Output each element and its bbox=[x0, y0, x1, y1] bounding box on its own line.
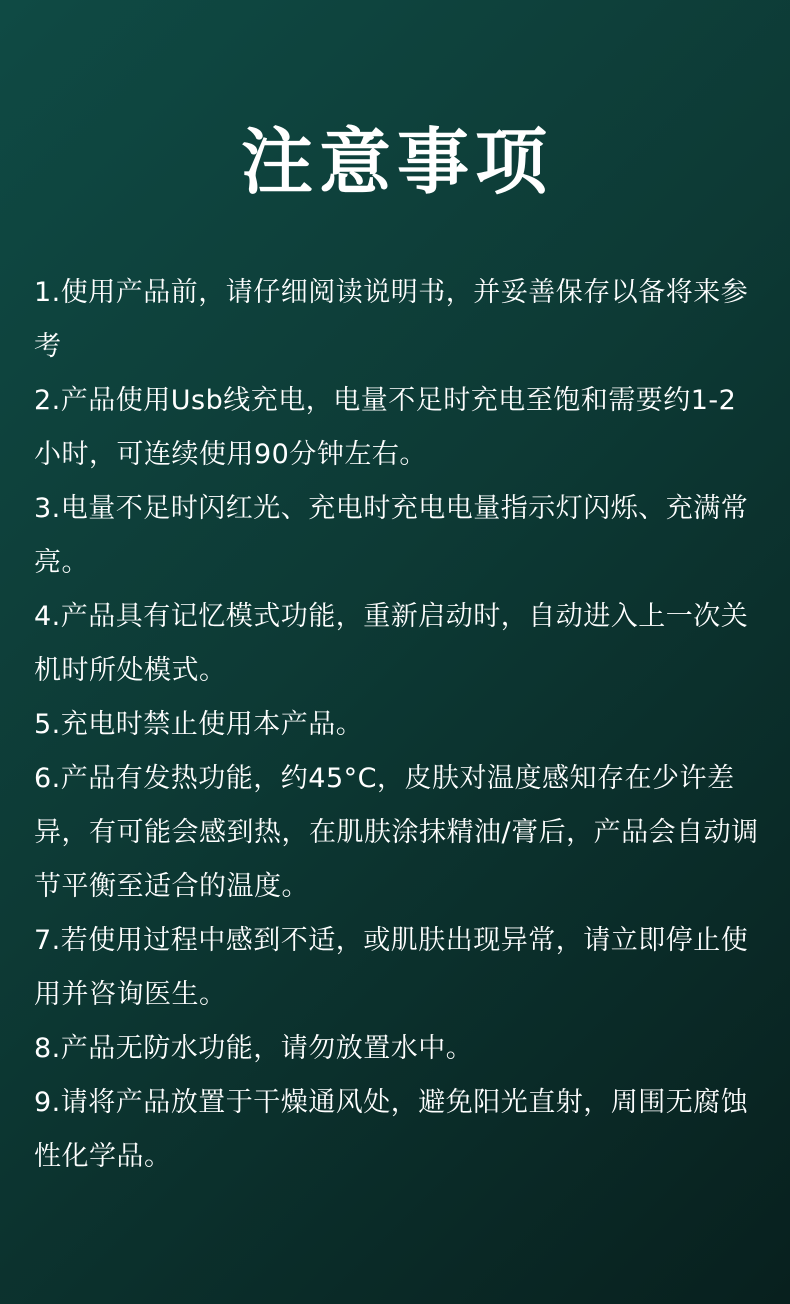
page-title: 注意事项 bbox=[240, 120, 553, 204]
note-item-4: 4.产品具有记忆模式功能，重新启动时，自动进入上一次关机时所处模式。 bbox=[34, 601, 749, 686]
note-item-2: 2.产品使用Usb线充电，电量不足时充电至饱和需要约1-2小时，可连续使用90分钟左右。 bbox=[34, 385, 737, 470]
note-item-3: 3.电量不足时闪红光、充电时充电电量指示灯闪烁、充满常亮。 bbox=[34, 493, 749, 578]
note-item-9: 9.请将产品放置于干燥通风处，避免阳光直射，周围无腐蚀性化学品。 bbox=[34, 1087, 749, 1172]
note-item-6: 6.产品有发热功能，约45°C，皮肤对温度感知存在少许差异，有可能会感到热，在肌肤涂抹精油/膏后，产品会自动调节平衡至适合的温度。 bbox=[34, 763, 759, 902]
note-item-5: 5.充电时禁止使用本产品。 bbox=[34, 709, 364, 740]
note-item-1: 1.使用产品前，请仔细阅读说明书，并妥善保存以备将来参考 bbox=[34, 277, 749, 362]
note-item-8: 8.产品无防水功能，请勿放置水中。 bbox=[34, 1033, 474, 1064]
note-item-7: 7.若使用过程中感到不适，或肌肤出现异常，请立即停止使用并咨询医生。 bbox=[34, 925, 749, 1010]
notes-list bbox=[34, 266, 760, 1184]
